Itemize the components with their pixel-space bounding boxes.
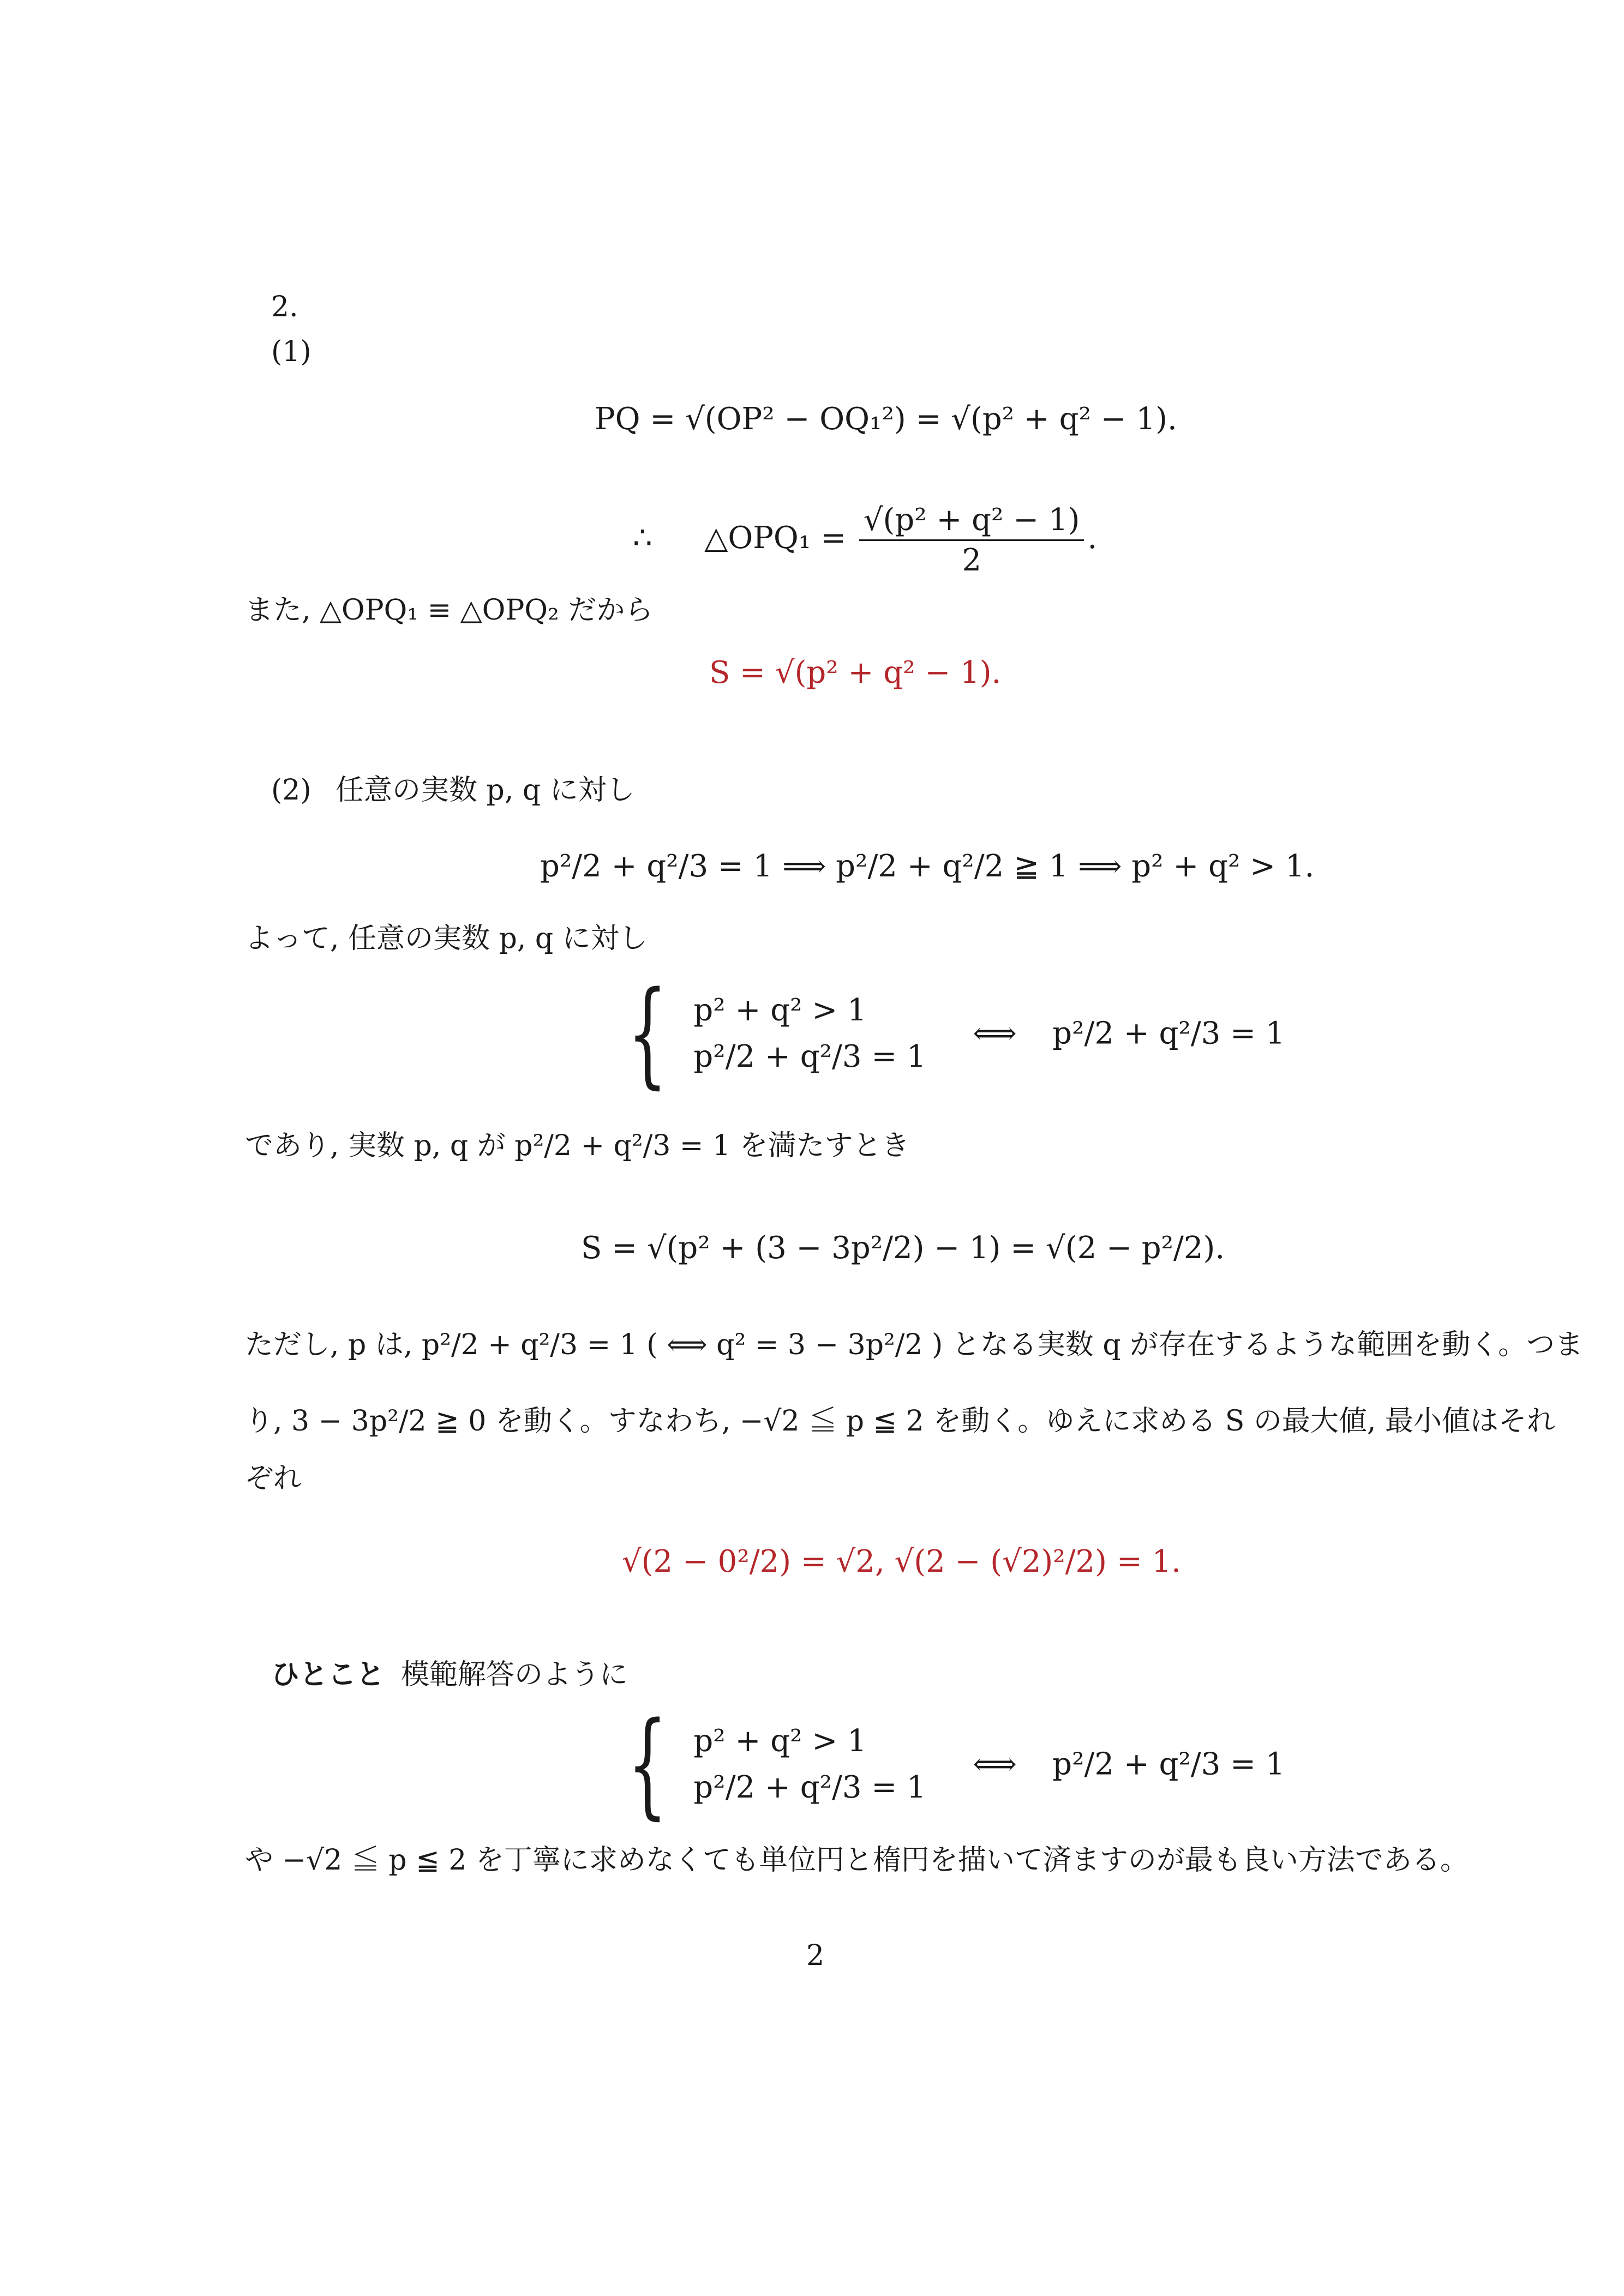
comment-equiv-symbol: ⟺ — [973, 1746, 1017, 1782]
part1-label: (1) — [271, 335, 311, 368]
sentence-therefore: よって, 任意の実数 p, q に対し — [245, 922, 648, 955]
result-s: S = √(p² + q² − 1). — [709, 655, 1002, 690]
therefore-symbol: ∴ — [633, 520, 652, 556]
comment-system-line1: p² + q² > 1 — [693, 1723, 867, 1759]
equation-pq: PQ = √(OP² − OQ₁²) = √(p² + q² − 1). — [595, 401, 1177, 437]
comment-system-rhs: p²/2 + q²/3 = 1 — [1052, 1746, 1285, 1782]
sentence-when: であり, 実数 p, q が p²/2 + q²/3 = 1 を満たすとき — [245, 1129, 910, 1162]
comment-system-line2: p²/2 + q²/3 = 1 — [693, 1770, 926, 1805]
equation-implication: p²/2 + q²/3 = 1 ⟹ p²/2 + q²/2 ≧ 1 ⟹ p² + q² > 1. — [540, 849, 1315, 884]
comment-intro: 模範解答のように — [401, 1658, 628, 1691]
comment-system-cases — [693, 1723, 926, 1806]
sentence-range-c: ぞれ — [245, 1462, 302, 1495]
area-lhs: △OPQ₁ = — [704, 520, 847, 556]
equation-s-substituted: S = √(p² + (3 − 3p²/2) − 1) = √(2 − p²/2). — [581, 1230, 1225, 1266]
left-brace: { — [627, 966, 668, 1100]
system-rhs: p²/2 + q²/3 = 1 — [1052, 1015, 1285, 1051]
system-line1: p² + q² > 1 — [693, 992, 867, 1028]
part2-label: (2) — [271, 774, 311, 807]
comment-tail: や −√2 ≦ p ≦ 2 を丁寧に求めなくても単位円と楕円を描いて済ますのが最も良い方法である。 — [245, 1844, 1469, 1877]
area-fraction — [859, 502, 1084, 579]
comment-system-equivalence — [611, 1697, 1285, 1831]
system-cases — [693, 992, 926, 1075]
system-equivalence — [611, 966, 1285, 1100]
equation-area: ∴ △OPQ₁ = $\frac{\text{√(p² + q² − 1)}}{2}$ . — [633, 502, 1098, 579]
part2-intro: 任意の実数 p, q に対し — [335, 774, 635, 807]
sentence-range-a: ただし, p は, p²/2 + q²/3 = 1 ( ⟺ q² = 3 − 3p²/2 ) となる実数 q が存在するような範囲を動く。つま — [245, 1329, 1584, 1361]
result-max-min: √(2 − 0²/2) = √2, √(2 − (√2)²/2) = 1. — [622, 1544, 1181, 1579]
equiv-symbol: ⟺ — [973, 1015, 1017, 1051]
area-numerator: √(p² + q² − 1) — [859, 502, 1084, 541]
page-number: 2 — [806, 1939, 825, 1972]
comment-heading: ひとこと — [271, 1658, 385, 1691]
problem-number: 2. — [271, 291, 298, 323]
sentence-range-b: り, 3 − 3p²/2 ≧ 0 を動く。すなわち, −√2 ≦ p ≦ 2 を動く。ゆえに求める S の最大値, 最小値はそれ — [245, 1405, 1555, 1438]
area-denominator: 2 — [962, 543, 981, 579]
system-line2: p²/2 + q²/3 = 1 — [693, 1039, 926, 1074]
comment-left-brace: { — [627, 1697, 668, 1831]
sentence-congruent: また, △OPQ₁ ≡ △OPQ₂ だから — [245, 594, 654, 627]
